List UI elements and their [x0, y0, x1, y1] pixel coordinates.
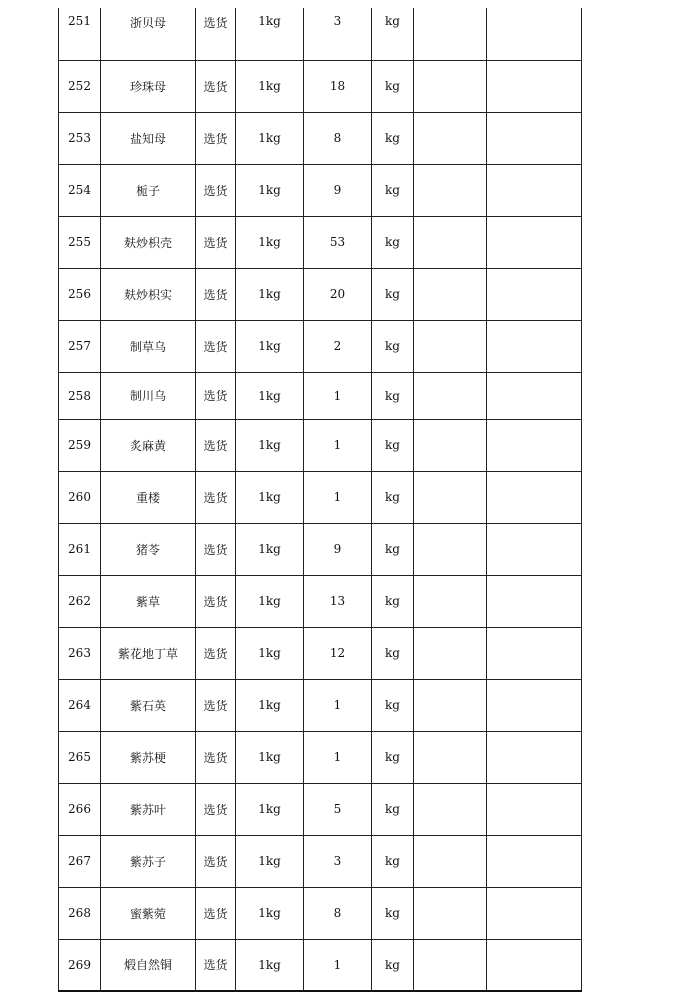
table-row	[59, 372, 582, 419]
grade-cell: 选货	[196, 164, 236, 216]
table-row	[59, 575, 582, 627]
quantity-cell: 8	[304, 887, 372, 939]
remark-cell	[414, 523, 487, 575]
spec-cell: 1kg	[236, 112, 304, 164]
quantity-cell: 1	[304, 731, 372, 783]
quantity-cell: 1	[304, 372, 372, 419]
row-number-cell: 252	[59, 60, 101, 112]
spec-cell: 1kg	[236, 575, 304, 627]
row-number-cell: 254	[59, 164, 101, 216]
remark-cell	[414, 60, 487, 112]
row-number-cell: 265	[59, 731, 101, 783]
remark-cell	[414, 835, 487, 887]
grade-cell: 选货	[196, 679, 236, 731]
extra-cell	[487, 320, 582, 372]
medicine-name-cell: 珍珠母	[101, 60, 196, 112]
medicine-name-cell: 麸炒枳实	[101, 268, 196, 320]
table-row	[59, 471, 582, 523]
grade-cell: 选货	[196, 216, 236, 268]
remark-cell	[414, 731, 487, 783]
medicine-name-cell: 紫苏叶	[101, 783, 196, 835]
extra-cell	[487, 8, 582, 60]
quantity-cell: 3	[304, 835, 372, 887]
row-number-cell: 266	[59, 783, 101, 835]
unit-cell: kg	[372, 783, 414, 835]
medicine-name-cell: 栀子	[101, 164, 196, 216]
spec-cell: 1kg	[236, 320, 304, 372]
extra-cell	[487, 112, 582, 164]
remark-cell	[414, 627, 487, 679]
quantity-cell: 1	[304, 939, 372, 991]
unit-cell: kg	[372, 216, 414, 268]
table-row	[59, 60, 582, 112]
unit-cell: kg	[372, 575, 414, 627]
grade-cell: 选货	[196, 8, 236, 60]
extra-cell	[487, 372, 582, 419]
remark-cell	[414, 419, 487, 471]
spec-cell: 1kg	[236, 835, 304, 887]
unit-cell: kg	[372, 939, 414, 991]
quantity-cell: 8	[304, 112, 372, 164]
spec-cell: 1kg	[236, 471, 304, 523]
medicine-name-cell: 猪苓	[101, 523, 196, 575]
spec-cell: 1kg	[236, 679, 304, 731]
grade-cell: 选货	[196, 731, 236, 783]
spec-cell: 1kg	[236, 60, 304, 112]
quantity-cell: 1	[304, 419, 372, 471]
extra-cell	[487, 268, 582, 320]
medicine-name-cell: 盐知母	[101, 112, 196, 164]
unit-cell: kg	[372, 835, 414, 887]
remark-cell	[414, 679, 487, 731]
grade-cell: 选货	[196, 939, 236, 991]
spec-cell: 1kg	[236, 939, 304, 991]
grade-cell: 选货	[196, 60, 236, 112]
remark-cell	[414, 268, 487, 320]
grade-cell: 选货	[196, 372, 236, 419]
grade-cell: 选货	[196, 887, 236, 939]
table-row	[59, 8, 582, 60]
table-row	[59, 627, 582, 679]
row-number-cell: 260	[59, 471, 101, 523]
medicine-name-cell: 紫草	[101, 575, 196, 627]
row-number-cell: 261	[59, 523, 101, 575]
table-row	[59, 320, 582, 372]
grade-cell: 选货	[196, 471, 236, 523]
row-number-cell: 255	[59, 216, 101, 268]
quantity-cell: 2	[304, 320, 372, 372]
remark-cell	[414, 164, 487, 216]
quantity-cell: 9	[304, 523, 372, 575]
grade-cell: 选货	[196, 783, 236, 835]
row-number-cell: 262	[59, 575, 101, 627]
spec-cell: 1kg	[236, 783, 304, 835]
extra-cell	[487, 60, 582, 112]
row-number-cell: 256	[59, 268, 101, 320]
extra-cell	[487, 783, 582, 835]
row-number-cell: 259	[59, 419, 101, 471]
unit-cell: kg	[372, 887, 414, 939]
extra-cell	[487, 627, 582, 679]
medicine-name-cell: 制草乌	[101, 320, 196, 372]
table-row	[59, 523, 582, 575]
row-number-cell: 251	[59, 8, 101, 60]
remark-cell	[414, 216, 487, 268]
table-row	[59, 939, 582, 991]
row-number-cell: 257	[59, 320, 101, 372]
grade-cell: 选货	[196, 523, 236, 575]
medicine-name-cell: 浙贝母	[101, 8, 196, 60]
quantity-cell: 13	[304, 575, 372, 627]
unit-cell: kg	[372, 372, 414, 419]
grade-cell: 选货	[196, 627, 236, 679]
grade-cell: 选货	[196, 268, 236, 320]
unit-cell: kg	[372, 8, 414, 60]
extra-cell	[487, 471, 582, 523]
row-number-cell: 268	[59, 887, 101, 939]
table-row	[59, 216, 582, 268]
unit-cell: kg	[372, 627, 414, 679]
unit-cell: kg	[372, 60, 414, 112]
table-row	[59, 268, 582, 320]
spec-cell: 1kg	[236, 372, 304, 419]
unit-cell: kg	[372, 471, 414, 523]
extra-cell	[487, 939, 582, 991]
extra-cell	[487, 679, 582, 731]
table-row	[59, 887, 582, 939]
remark-cell	[414, 8, 487, 60]
medicine-name-cell: 煅自然铜	[101, 939, 196, 991]
row-number-cell: 263	[59, 627, 101, 679]
quantity-cell: 18	[304, 60, 372, 112]
medicine-name-cell: 重楼	[101, 471, 196, 523]
table-row	[59, 164, 582, 216]
medicine-name-cell: 炙麻黄	[101, 419, 196, 471]
spec-cell: 1kg	[236, 216, 304, 268]
spec-cell: 1kg	[236, 419, 304, 471]
quantity-cell: 5	[304, 783, 372, 835]
spec-cell: 1kg	[236, 887, 304, 939]
row-number-cell: 269	[59, 939, 101, 991]
unit-cell: kg	[372, 320, 414, 372]
grade-cell: 选货	[196, 835, 236, 887]
extra-cell	[487, 164, 582, 216]
remark-cell	[414, 112, 487, 164]
grade-cell: 选货	[196, 419, 236, 471]
remark-cell	[414, 320, 487, 372]
unit-cell: kg	[372, 112, 414, 164]
remark-cell	[414, 887, 487, 939]
unit-cell: kg	[372, 523, 414, 575]
medicine-name-cell: 蜜紫菀	[101, 887, 196, 939]
remark-cell	[414, 575, 487, 627]
extra-cell	[487, 419, 582, 471]
table-row	[59, 112, 582, 164]
quantity-cell: 20	[304, 268, 372, 320]
table-row	[59, 419, 582, 471]
grade-cell: 选货	[196, 320, 236, 372]
remark-cell	[414, 372, 487, 419]
table-row	[59, 679, 582, 731]
table-row	[59, 835, 582, 887]
unit-cell: kg	[372, 731, 414, 783]
extra-cell	[487, 835, 582, 887]
row-number-cell: 258	[59, 372, 101, 419]
medicine-name-cell: 紫石英	[101, 679, 196, 731]
quantity-cell: 9	[304, 164, 372, 216]
spec-cell: 1kg	[236, 8, 304, 60]
grade-cell: 选货	[196, 575, 236, 627]
table-body	[59, 8, 582, 991]
quantity-cell: 1	[304, 679, 372, 731]
unit-cell: kg	[372, 419, 414, 471]
extra-cell	[487, 523, 582, 575]
unit-cell: kg	[372, 164, 414, 216]
quantity-cell: 1	[304, 471, 372, 523]
spec-cell: 1kg	[236, 731, 304, 783]
medicine-name-cell: 麸炒枳壳	[101, 216, 196, 268]
row-number-cell: 253	[59, 112, 101, 164]
quantity-cell: 12	[304, 627, 372, 679]
spec-cell: 1kg	[236, 268, 304, 320]
extra-cell	[487, 216, 582, 268]
table-row	[59, 731, 582, 783]
medicine-table	[58, 8, 582, 992]
spec-cell: 1kg	[236, 627, 304, 679]
unit-cell: kg	[372, 268, 414, 320]
extra-cell	[487, 575, 582, 627]
extra-cell	[487, 887, 582, 939]
unit-cell: kg	[372, 679, 414, 731]
remark-cell	[414, 783, 487, 835]
medicine-name-cell: 制川乌	[101, 372, 196, 419]
medicine-name-cell: 紫花地丁草	[101, 627, 196, 679]
medicine-name-cell: 紫苏子	[101, 835, 196, 887]
remark-cell	[414, 939, 487, 991]
row-number-cell: 264	[59, 679, 101, 731]
quantity-cell: 3	[304, 8, 372, 60]
spec-cell: 1kg	[236, 164, 304, 216]
medicine-name-cell: 紫苏梗	[101, 731, 196, 783]
remark-cell	[414, 471, 487, 523]
extra-cell	[487, 731, 582, 783]
grade-cell: 选货	[196, 112, 236, 164]
spec-cell: 1kg	[236, 523, 304, 575]
table-row	[59, 783, 582, 835]
row-number-cell: 267	[59, 835, 101, 887]
quantity-cell: 53	[304, 216, 372, 268]
